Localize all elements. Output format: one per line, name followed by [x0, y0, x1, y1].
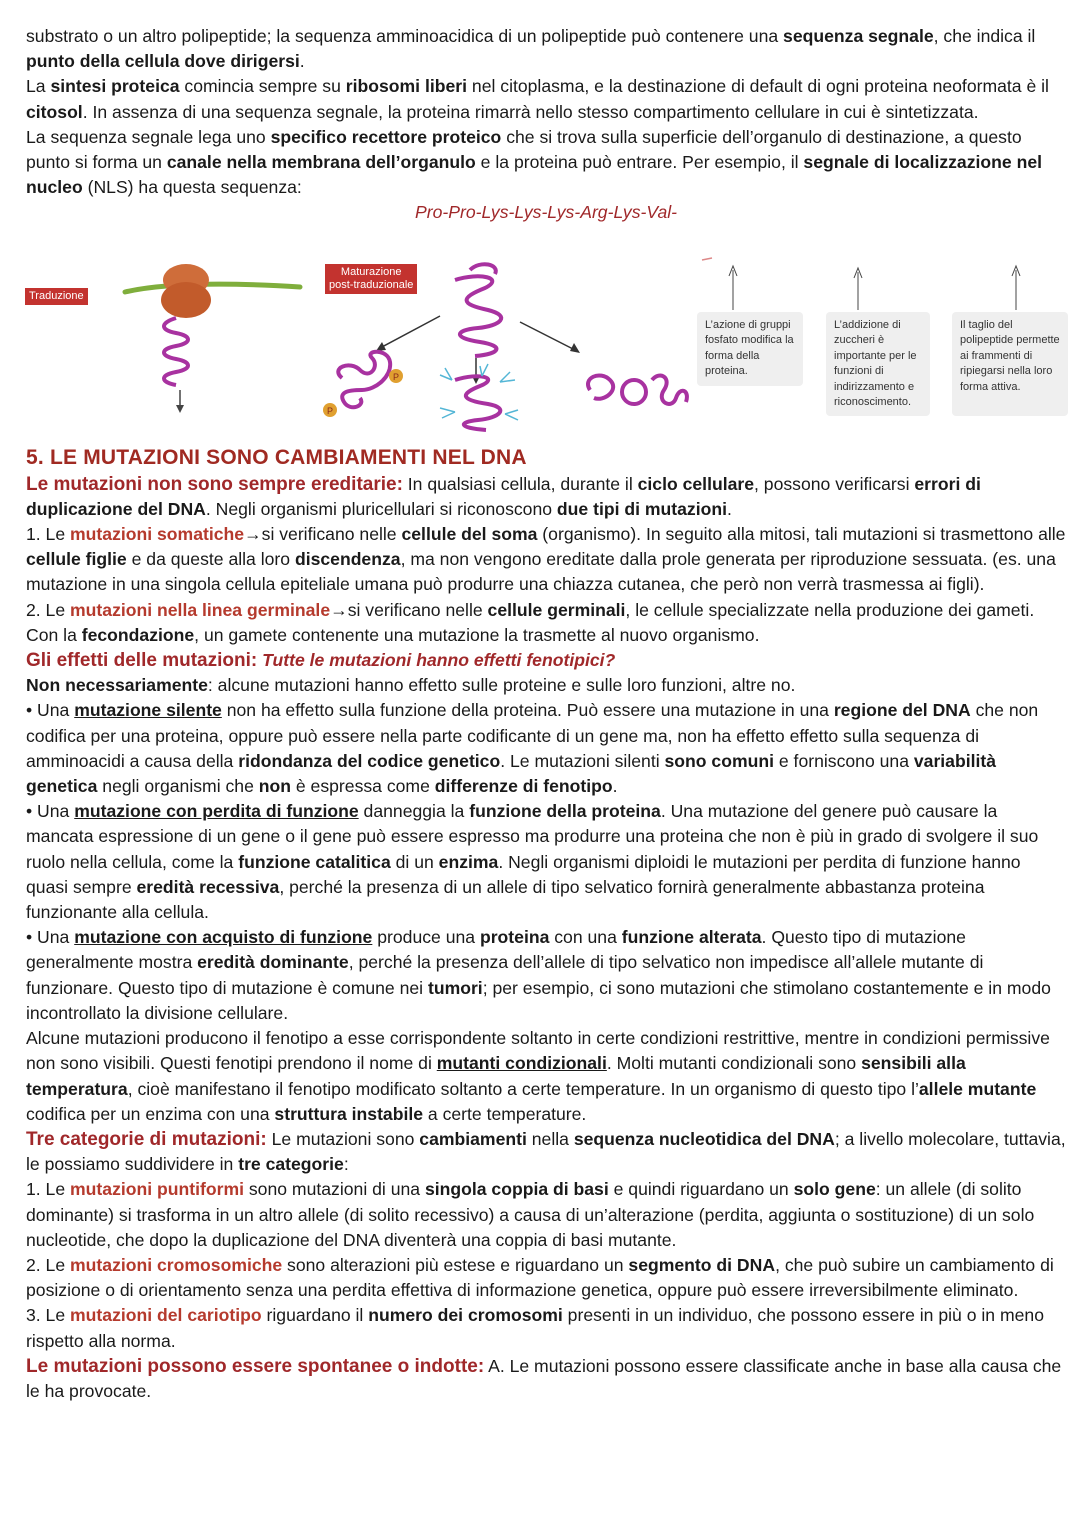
- list-item-somatic: 1. Le mutazioni somatiche→si verificano nelle cellule del soma (organismo). In seguito alla mitosi, tali mutazioni si trasmettono alle cellule figlie e da queste alla loro discendenza, ma non vengono ereditate dalla prole generata per riproduzione sessuata. (es. una mutazione in una singola cellula epiteliale umana può produrre una chiazza cutanea, che però non verrà trasmessa ai figli).: [26, 524, 1066, 595]
- caption-sugars: L’addizione di zuccheri è importante per le funzioni di indirizzamento e riconoscimento.: [826, 312, 930, 416]
- paragraph-not-necessarily: Non necessariamente: alcune mutazioni hanno effetto sulle proteine e sulle loro funzioni, altre no.: [26, 675, 796, 696]
- caption-phosphate: L’azione di gruppi fosfato modifica la forma della proteina.: [697, 312, 803, 386]
- bullet-silent-mutation: • Una mutazione silente non ha effetto sulla funzione della proteina. Può essere una mutazione in una regione del DNA che non codifica per una proteina, oppure può essere nella parte codificante di un gene ma, non ha effetto effetto sulla sequenza di amminoacidi a causa della ridondanza del codice genetico. Le mutazioni silenti sono comuni e forniscono una variabilità genetica negli organismi che non è espressa come differenze di fenotipo.: [26, 700, 1039, 797]
- nls-sequence: Pro-Pro-Lys-Lys-Lys-Arg-Lys-Val-: [414, 202, 678, 223]
- paragraph-spontaneous-induced: Le mutazioni possono essere spontanee o indotte: A. Le mutazioni possono essere classificate anche in base alla causa che le ha provocate.: [26, 1355, 1062, 1401]
- subheading-effects: Gli effetti delle mutazioni: Tutte le mutazioni hanno effetti fenotipici?: [26, 650, 616, 672]
- phosphate-label-1: P: [393, 371, 400, 382]
- document-page: [26, 24, 1066, 1404]
- phosphate-label-2: P: [327, 405, 334, 416]
- paragraph-protein-synthesis: La sintesi proteica comincia sempre su ribosomi liberi nel citoplasma, e la destinazione di default di ogni proteina neoformata è il citosol. In assenza di una sequenza segnale, la proteina rimarrà nello stesso compartimento cellulare in cui è sintetizzata.: [26, 76, 1049, 122]
- tag-translation: Traduzione: [25, 288, 88, 305]
- tag-post-translational: Maturazione post-traduzionale: [325, 264, 417, 294]
- list-item-point-mutations: 1. Le mutazioni puntiformi sono mutazioni di una singola coppia di basi e quindi riguardano un solo gene: un allele (di solito dominante) si trasforma in un altro allele (di solito recessivo) a causa di un’alterazione (perdita, aggiunta o sostituzione) di un solo nucleotide, che dopo la duplicazione del DNA diventerà una coppia di basi mutante.: [26, 1179, 1035, 1250]
- paragraph-three-categories: Tre categorie di mutazioni: Le mutazioni sono cambiamenti nella sequenza nucleotidica del DNA; a livello molecolare, tuttavia, le possiamo suddividere in tre categorie:: [26, 1128, 1066, 1175]
- section-title: 5. LE MUTAZIONI SONO CAMBIAMENTI NEL DNA: [26, 445, 527, 469]
- paragraph-not-hereditary: Le mutazioni non sono sempre ereditarie: In qualsiasi cellula, durante il ciclo cellulare, possono verificarsi errori di duplicazione del DNA. Negli organismi pluricellulari si riconoscono due tipi di mutazioni.: [26, 473, 981, 519]
- paragraph-receptor: La sequenza segnale lega uno specifico recettore proteico che si trova sulla superficie dell’organulo di destinazione, a questo punto si forma un canale nella membrana dell’organulo e la proteina può entrare. Per esempio, il segnale di localizzazione nel nucleo (NLS) ha questa sequenza:: [26, 126, 1042, 198]
- list-item-chromosomal-mutations: 2. Le mutazioni cromosomiche sono alterazioni più estese e riguardano un segmento di DNA, che può subire un cambiamento di posizione o di orientamento senza una perdita effettiva di informazione genetica, oppure può essere irreversibilmente eliminato.: [26, 1254, 1054, 1301]
- paragraph-signal-sequence: substrato o un altro polipeptide; la sequenza amminoacidica di un polipeptide può contenere una sequenza segnale, che indica il punto della cellula dove dirigersi.: [26, 26, 1036, 72]
- paragraph-conditional-mutants: Alcune mutazioni producono il fenotipo a esse corrispondente soltanto in certe condizioni restrittive, mentre in condizioni permissive non sono visibili. Questi fenotipi prendono il nome di mutanti condizionali. Molti mutanti condizionali sono sensibili alla temperatura, cioè manifestano il fenotipo modificato soltanto a certe temperature. In un organismo di questo tipo l’allele mutante codifica per un enzima con una struttura instabile a certe temperature.: [26, 1028, 1050, 1124]
- caption-cleavage: Il taglio del polipeptide permette ai frammenti di ripiegarsi nella loro forma attiva.: [952, 312, 1068, 416]
- bullet-gain-of-function: • Una mutazione con acquisto di funzione produce una proteina con una funzione alterata. Questo tipo di mutazione generalmente mostra eredità dominante, perché la presenza dell’allele di tipo selvatico non impedisce all’allele mutante di funzionare. Questo tipo di mutazione è comune nei tumori; per esempio, ci sono mutazioni che stimolano costantemente e in modo incontrollato la divisione cellulare.: [26, 927, 1051, 1023]
- list-item-karyotype-mutations: 3. Le mutazioni del cariotipo riguardano il numero dei cromosomi presenti in un individuo, che possono essere in più o in meno rispetto alla norma.: [26, 1305, 1044, 1351]
- bullet-loss-of-function: • Una mutazione con perdita di funzione danneggia la funzione della proteina. Una mutazione del genere può causare la mancata espressione di un gene o il gene può essere espresso ma produrre una proteina che non è più in grado di svolgere il suo ruolo nella cellula, come la funzione catalitica di un enzima. Negli organismi diploidi le mutazioni per perdita di funzione hanno quasi sempre eredità recessiva, perché la presenza di un allele di tipo selvatico fornirà generalmente abbastanza proteina funzionante alla cellula.: [26, 801, 1039, 923]
- list-item-germline: 2. Le mutazioni nella linea germinale→si verificano nelle cellule germinali, le cellule specializzate nella produzione dei gameti. Con la fecondazione, un gamete contenente una mutazione la trasmette al nuovo organismo.: [26, 599, 1035, 645]
- post-translational-figure: [0, 230, 1080, 442]
